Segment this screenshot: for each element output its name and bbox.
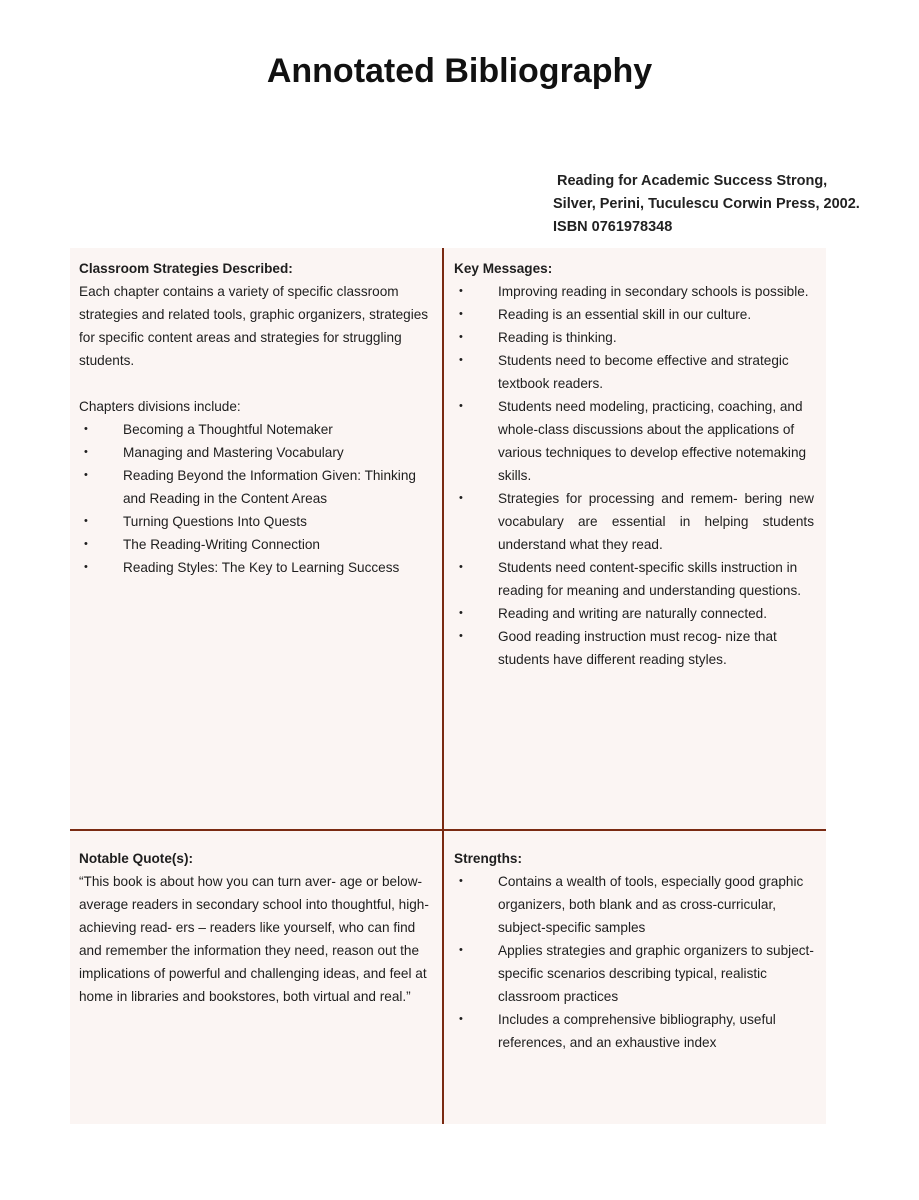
citation-line-2: Silver, Perini, Tuculescu Corwin Press, 2002. [553,196,860,212]
strength-item: • Contains a wealth of tools, especially good graphic organizers, both blank and as cross-curricular, subject-specific samples [454,870,814,939]
key-message-item: • Good reading instruction must recog- nize that students have different reading styles. [454,625,814,671]
key-message-item: • Improving reading in secondary schools is possible. [454,280,814,303]
classroom-strategies-body: Each chapter contains a variety of specific classroom strategies and related tools, graphic organizers, strategies for specific content areas and strategies for struggling students. [79,284,429,368]
key-messages-list [454,280,814,671]
strengths-heading: Strengths: [454,851,522,866]
notable-quote-heading: Notable Quote(s): [79,851,194,866]
strength-item: • Includes a comprehensive bibliography, useful references, and an exhaustive index [454,1008,814,1054]
key-messages-cell [454,257,814,671]
citation [553,170,913,239]
notable-quote-cell [79,847,435,1008]
chapters-heading: Chapters divisions include: [79,399,241,414]
bibliography-table [70,248,826,1124]
chapter-item: • Becoming a Thoughtful Notemaker [79,418,435,441]
key-message-item: • Reading and writing are naturally connected. [454,602,814,625]
key-message-item: • Reading is an essential skill in our culture. [454,303,814,326]
document-title: Annotated Bibliography [266,52,653,90]
strengths-list [454,870,814,1054]
chapter-item: • Turning Questions Into Quests [79,510,435,533]
chapters-list [79,418,435,579]
classroom-strategies-heading: Classroom Strategies Described: [79,261,293,276]
chapter-item: • Reading Beyond the Information Given: Thinking and Reading in the Content Areas [79,464,435,510]
key-message-item: • Strategies for processing and remem- bering new vocabulary are essential in helping students understand what they read. [454,487,814,556]
strength-item: • Applies strategies and graphic organizers to subject-specific scenarios describing typical, realistic classroom practices [454,939,814,1008]
strengths-cell [454,847,814,1054]
key-message-item: • Students need content-specific skills instruction in reading for meaning and understanding questions. [454,556,814,602]
vertical-divider [442,248,444,1124]
horizontal-divider [70,829,826,831]
key-message-item: • Students need modeling, practicing, coaching, and whole-class discussions about the applications of various techniques to develop effective notemaking skills. [454,395,814,487]
chapter-item: • Managing and Mastering Vocabulary [79,441,435,464]
key-message-item: • Reading is thinking. [454,326,814,349]
chapter-item: • The Reading-Writing Connection [79,533,435,556]
chapter-item: • Reading Styles: The Key to Learning Success [79,556,435,579]
key-messages-heading: Key Messages: [454,261,553,276]
citation-line-1: Reading for Academic Success Strong, [557,173,828,189]
notable-quote-text: “This book is about how you can turn aver- age or below-average readers in secondary school into thoughtful, high-achieving read- ers – readers like yourself, who can find and remember the information they need, reason out the implications of powerful and challenging ideas, and feel at home in libraries and bookstores, both virtual and real.” [79,874,429,1004]
citation-line-3: ISBN 0761978348 [553,219,673,235]
key-message-item: • Students need to become effective and strategic textbook readers. [454,349,814,395]
classroom-strategies-cell [79,257,435,579]
